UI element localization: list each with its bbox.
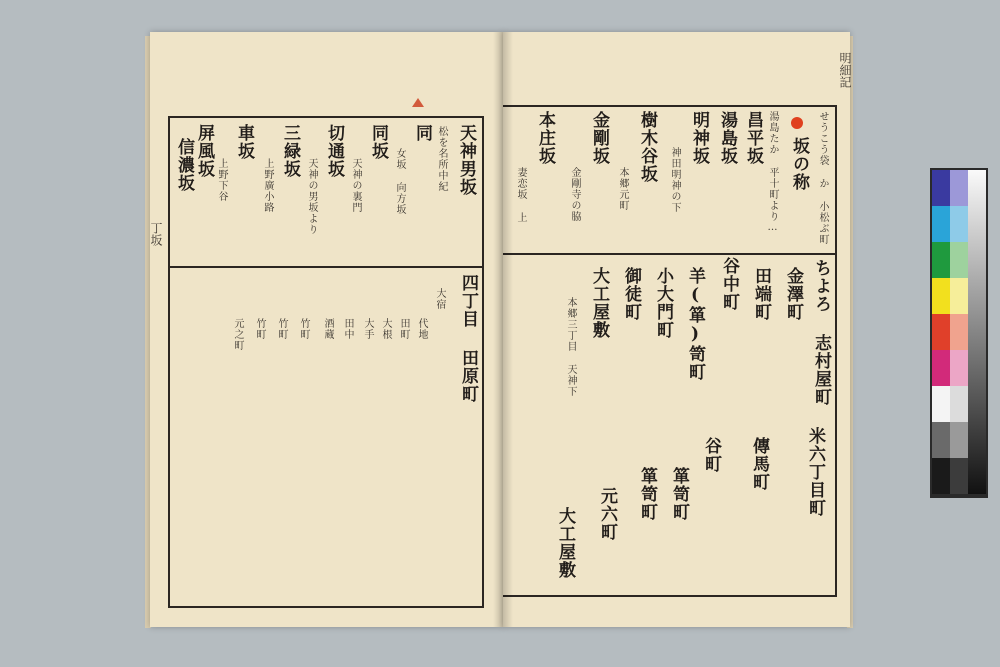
swatch-light-cyan — [950, 206, 968, 242]
swatch-cyan — [932, 206, 950, 242]
left-upper-note-5: 上野廣小路 — [262, 158, 273, 213]
left-lower-col-9: 竹町 — [298, 318, 309, 340]
left-upper-col-3: 同坂 — [368, 124, 388, 160]
right-upper-note-8: 金剛寺の脇 — [569, 167, 580, 222]
red-triangle-mark — [412, 98, 424, 107]
left-upper-col-4: 切通坂 — [324, 124, 344, 178]
swatch-pink — [950, 350, 968, 386]
swatch-blue — [932, 170, 950, 206]
swatch-light-green — [950, 242, 968, 278]
right-upper-col-8: 金剛坂 — [589, 111, 609, 165]
swatch-red — [932, 314, 950, 350]
right-lower2-col-7: 大工屋敷 — [555, 507, 575, 579]
right-lower-col-8: 大工屋敷 — [589, 267, 609, 339]
swatch-mid-gray — [950, 422, 968, 458]
right-lower-note: 本郷三丁目 天神下 — [565, 297, 576, 397]
right-lower2-col-3: 谷町 — [701, 437, 721, 473]
right-upper-col-5: 湯島坂 — [717, 111, 737, 165]
book-spine — [493, 32, 513, 627]
left-upper-note-6: 上野下谷 — [216, 158, 227, 202]
left-upper-col-8: 信濃坂 — [174, 138, 194, 192]
left-text-frame — [168, 116, 484, 608]
right-lower-col-6: 小大門町 — [653, 267, 673, 339]
left-upper-col-6: 車坂 — [234, 124, 254, 160]
right-upper-col-9: 本庄坂 — [535, 111, 555, 165]
left-lower-col-2: 大宿 — [434, 288, 445, 310]
swatch-magenta — [932, 350, 950, 386]
left-upper-col-1: 天神男坂 — [456, 124, 476, 196]
right-upper-col-2: 坂の称 — [789, 137, 809, 191]
left-lower-col-5: 大根 — [380, 318, 391, 340]
swatch-lavender — [950, 170, 968, 206]
swatch-dark-gray — [950, 458, 968, 494]
left-lower-col-4: 田町 — [398, 318, 409, 340]
left-lower-col-12: 元之町 — [232, 318, 243, 351]
left-upper-note-4: 天神の男坂より — [306, 158, 317, 235]
left-upper-note-3: 天神の裏門 — [350, 158, 361, 213]
right-page — [503, 32, 850, 627]
right-lower-col-5: 羊(箪)笥町 — [685, 267, 705, 381]
swatch-yellow — [932, 278, 950, 314]
right-lower2-col-5: 箪笥町 — [637, 467, 657, 521]
right-lower2-col-2: 傳馬町 — [749, 437, 769, 491]
left-lower-col-7: 田中 — [342, 318, 353, 340]
right-lower-col-7: 御徒町 — [621, 267, 641, 321]
left-upper-note-2: 女坂 向方坂 — [394, 148, 405, 215]
left-margin-text: 丁坂 — [149, 222, 163, 246]
left-lower-col-1: 四丁目 田原町 — [458, 274, 478, 403]
right-margin-text: 明細記 — [838, 52, 852, 88]
swatch-green — [932, 242, 950, 278]
left-upper-col-5: 三緑坂 — [280, 124, 300, 178]
right-lower-col-3: 田端町 — [751, 267, 771, 321]
red-dot-marker — [791, 117, 803, 129]
swatch-light-red — [950, 314, 968, 350]
swatch-light-yellow — [950, 278, 968, 314]
right-lower-col-2: 金澤町 — [783, 267, 803, 321]
left-lower-col-8: 酒蔵 — [322, 318, 333, 340]
swatch-gray — [932, 422, 950, 458]
right-lower-col-4: 谷中町 — [719, 257, 739, 311]
right-upper-col-1: せうこう袋 か 小松ぶ町 — [817, 111, 828, 245]
swatch-white — [932, 386, 950, 422]
left-upper-col-2: 同 — [412, 124, 432, 142]
right-lower2-col-6: 元六町 — [597, 487, 617, 541]
right-upper-note-9: 妻恋坂 上 — [515, 167, 526, 223]
right-frame-divider — [503, 253, 835, 255]
swatch-grayscale-strip — [968, 170, 986, 494]
open-book — [145, 32, 855, 632]
left-page — [150, 32, 504, 627]
right-lower2-col-1: 米六丁目町 — [805, 427, 825, 517]
right-lower-col-1: ちよろ 志村屋町 — [811, 259, 831, 406]
right-upper-note-7: 本郷元町 — [617, 167, 628, 211]
left-lower-col-6: 大手 — [362, 318, 373, 340]
left-lower-col-11: 竹町 — [254, 318, 265, 340]
color-calibration-chart — [930, 168, 988, 498]
right-text-frame — [503, 105, 837, 597]
right-upper-col-7: 樹木谷坂 — [637, 111, 657, 183]
swatch-black — [932, 458, 950, 494]
left-lower-col-3: 代地 — [416, 318, 427, 340]
swatch-light-gray — [950, 386, 968, 422]
right-upper-note-6: 神田明神の下 — [669, 147, 680, 213]
left-frame-divider — [170, 266, 482, 268]
left-upper-note-1: 松を名所中紀 — [436, 126, 447, 192]
right-upper-col-6: 明神坂 — [689, 111, 709, 165]
right-lower2-col-4: 箪笥町 — [669, 467, 689, 521]
right-upper-col-3: 湯島たか 平十町より… — [767, 111, 778, 234]
left-upper-col-7: 屏風坂 — [194, 124, 214, 178]
right-upper-col-4: 昌平坂 — [743, 111, 763, 165]
left-lower-col-10: 竹町 — [276, 318, 287, 340]
